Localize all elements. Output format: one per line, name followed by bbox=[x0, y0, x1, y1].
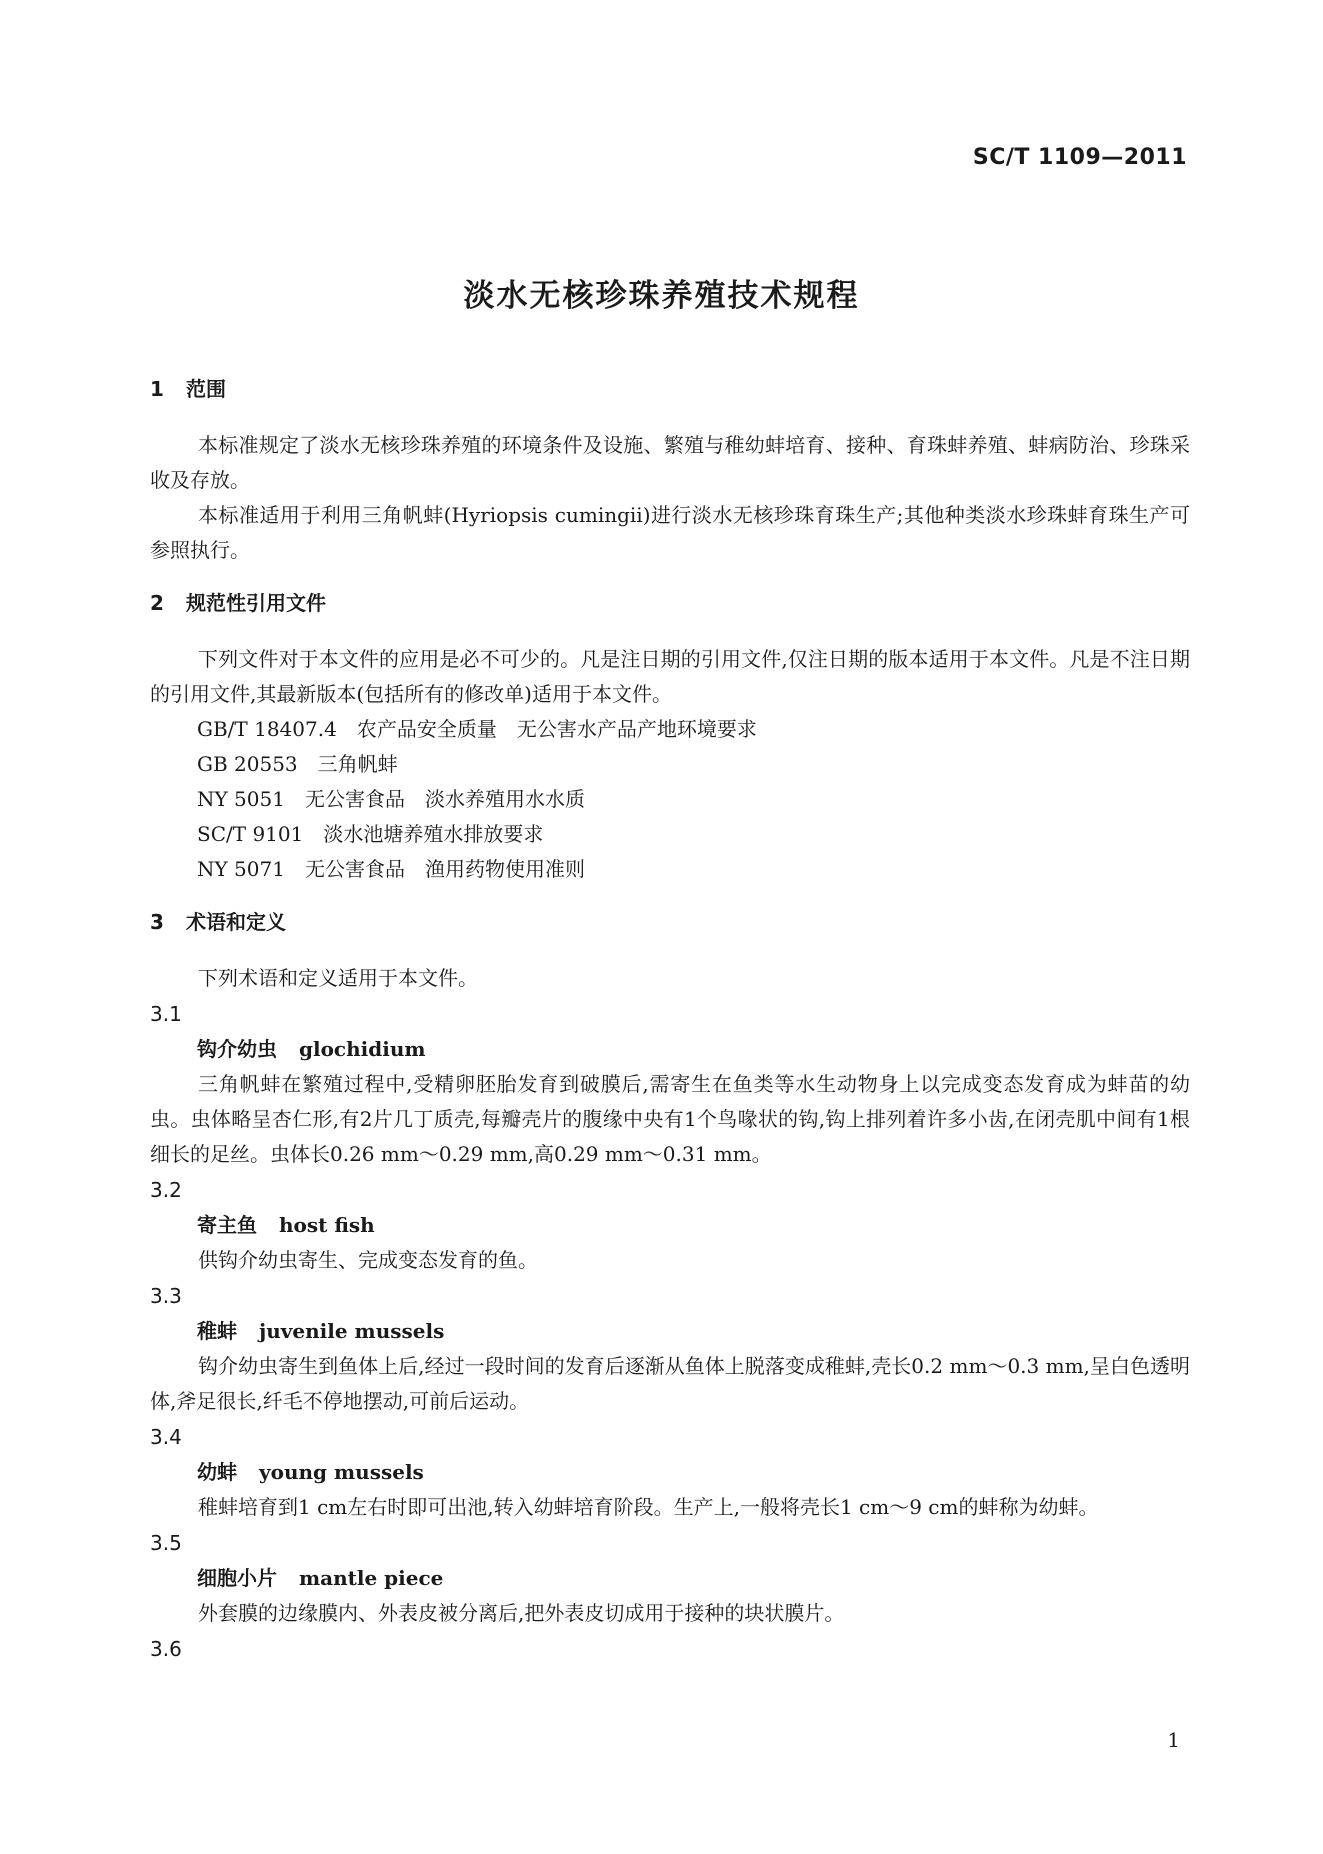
section-number: 3 bbox=[150, 910, 164, 934]
term-definition: 三角帆蚌在繁殖过程中,受精卵胚胎发育到破膜后,需寄生在鱼类等水生动物身上以完成变态发育成为蚌苗的幼虫。虫体略呈杏仁形,有2片几丁质壳,每瓣壳片的腹缘中央有1个鸟喙状的钩,钩上排列着许多小齿,在闭壳肌中间有1根细长的足丝。虫体长0.26 mm～0.29 mm,高0.29 mm～0.31 mm。 bbox=[150, 1072, 1190, 1166]
term-heading bbox=[150, 1208, 1190, 1243]
term-english: mantle piece bbox=[299, 1566, 444, 1590]
clause-number: 3.3 bbox=[150, 1284, 182, 1308]
term-chinese: 寄主鱼 bbox=[197, 1213, 257, 1237]
section-title: 术语和定义 bbox=[186, 910, 286, 934]
term-definition: 外套膜的边缘膜内、外表皮被分离后,把外表皮切成用于接种的块状膜片。 bbox=[198, 1601, 845, 1625]
clause-number: 3.5 bbox=[150, 1531, 182, 1555]
term-english: glochidium bbox=[299, 1037, 426, 1061]
term-chinese: 幼蚌 bbox=[197, 1460, 237, 1484]
clause-number: 3.4 bbox=[150, 1425, 182, 1449]
section-title: 规范性引用文件 bbox=[186, 591, 326, 615]
reference-item: SC/T 9101 淡水池塘养殖水排放要求 bbox=[197, 822, 544, 846]
section-heading-terms bbox=[150, 905, 1190, 939]
clause-number: 3.2 bbox=[150, 1178, 182, 1202]
section-number: 2 bbox=[150, 591, 164, 615]
scope-paragraph-1: 本标准规定了淡水无核珍珠养殖的环境条件及设施、繁殖与稚幼蚌培育、接种、育珠蚌养殖、蚌病防治、珍珠采收及存放。 bbox=[150, 433, 1190, 492]
section-number: 1 bbox=[150, 377, 164, 401]
term-definition: 钩介幼虫寄生到鱼体上后,经过一段时间的发育后逐渐从鱼体上脱落变成稚蚌,壳长0.2 mm～0.3 mm,呈白色透明体,斧足很长,纤毛不停地摆动,可前后运动。 bbox=[150, 1354, 1190, 1413]
clause-number: 3.6 bbox=[150, 1637, 182, 1661]
terms-intro: 下列术语和定义适用于本文件。 bbox=[198, 966, 478, 990]
reference-item: NY 5071 无公害食品 渔用药物使用准则 bbox=[197, 857, 585, 881]
document-body bbox=[150, 372, 1190, 1667]
section-title: 范围 bbox=[186, 377, 226, 401]
term-english: host fish bbox=[279, 1213, 375, 1237]
term-heading bbox=[150, 1032, 1190, 1067]
page-title: 淡水无核珍珠养殖技术规程 bbox=[463, 278, 860, 314]
clause-number: 3.1 bbox=[150, 1002, 182, 1026]
standard-code: SC/T 1109—2011 bbox=[972, 145, 1187, 170]
term-chinese: 稚蚌 bbox=[197, 1319, 237, 1343]
term-chinese: 钩介幼虫 bbox=[197, 1037, 277, 1061]
term-definition: 稚蚌培育到1 cm左右时即可出池,转入幼蚌培育阶段。生产上,一般将壳长1 cm～9 cm的蚌称为幼蚌。 bbox=[198, 1495, 1099, 1519]
reference-item: GB 20553 三角帆蚌 bbox=[197, 752, 398, 776]
references-intro: 下列文件对于本文件的应用是必不可少的。凡是注日期的引用文件,仅注日期的版本适用于本文件。凡是不注日期的引用文件,其最新版本(包括所有的修改单)适用于本文件。 bbox=[150, 647, 1190, 706]
scope-paragraph-2: 本标准适用于利用三角帆蚌(Hyriopsis cumingii)进行淡水无核珍珠育珠生产;其他种类淡水珍珠蚌育珠生产可参照执行。 bbox=[150, 503, 1190, 562]
term-chinese: 细胞小片 bbox=[197, 1566, 277, 1590]
term-english: juvenile mussels bbox=[259, 1319, 445, 1343]
page-number: 1 bbox=[1167, 1728, 1180, 1752]
reference-item: GB/T 18407.4 农产品安全质量 无公害水产品产地环境要求 bbox=[197, 717, 757, 741]
term-definition: 供钩介幼虫寄生、完成变态发育的鱼。 bbox=[198, 1248, 538, 1272]
section-heading-normative-references bbox=[150, 586, 1190, 620]
term-heading bbox=[150, 1455, 1190, 1490]
term-heading bbox=[150, 1561, 1190, 1596]
term-english: young mussels bbox=[259, 1460, 424, 1484]
reference-item: NY 5051 无公害食品 淡水养殖用水水质 bbox=[197, 787, 585, 811]
section-heading-scope bbox=[150, 372, 1190, 406]
term-heading bbox=[150, 1314, 1190, 1349]
